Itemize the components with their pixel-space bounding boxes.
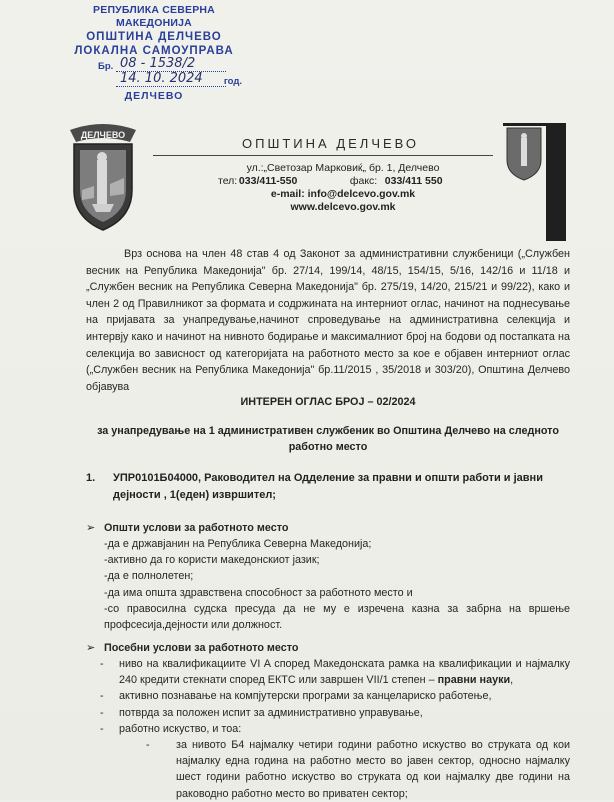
arrow-bullet-icon: ➢	[86, 522, 96, 534]
list-item: - активно познавање на компјутерски програми за канцелариско работење,	[100, 690, 492, 703]
list-item: -со правосилна судска пресуда да не му е изречена казна за забрна на вршење профсесија,дејности или должност.	[104, 602, 570, 632]
list-item: -активно да го користи македонскиот јазик;	[104, 554, 320, 567]
crest-ribbon-text: ДЕЛЧЕВО	[80, 130, 126, 140]
header-email-row: e-mail: info@delcevo.gov.mk	[270, 188, 416, 200]
sub-list-item: - за нивото Б4 најмалку четири години работно искуство во струката од кои најмалку една година на работно место во јавен сектор, односно најмалку шест години работно искуство во струката од кои најмалку две години на раководно работно место во приватен сектор;	[146, 739, 570, 800]
header-address: ул.:„Светозар Марковиќ„ бр. 1, Делчево	[246, 162, 440, 174]
intro-paragraph: Врз основа на член 48 став 4 од Законот за административни службеници („Службен весник на Република Македонија" бр. 27/14, 199/14, 48/15, 154/15, 5/16, 142/16 и 11/18 и „Службен весник на Република Северна Македонија" бр. 275/19, 14/20, 215/21 и 99/22), како и член 2 од Правилникот за формата и содржината на интерниот оглас, начинот на поднесување на пријавата за унапредување,начинот спроведување на административна селекција и интервју како и начинот на нивното бодирање и максималниот број на бодови од постапката на селекција во зависност од категоријата на работното место за кое е објавен интерниот оглас („Службен весник на Република Македонија" бр.11/2015 , 35/2018 и 303/20), Општина Делчево објавува	[86, 248, 570, 393]
position-number: 1.	[86, 472, 96, 484]
small-crest-icon	[503, 124, 545, 182]
list-item: -да има општа здравствена способност за работното место и	[104, 586, 413, 599]
header-title: ОПШТИНА ДЕЛЧЕВО	[242, 136, 420, 151]
list-item: - потврда за положен испит за административно управување,	[100, 706, 423, 719]
header-website: www.delcevo.gov.mk	[290, 201, 396, 213]
header-phones: тел: 033/411-550 факс: 033/411 550	[218, 175, 443, 187]
special-conditions-title: Посебни услови за работното место	[104, 642, 299, 654]
stamp-number-label: Бр.	[98, 61, 114, 72]
header-fax: 033/411 550	[384, 175, 443, 187]
general-conditions-title: Општи услови за работното место	[104, 522, 289, 534]
ad-subtitle: за унапредување на 1 административен службеник во Општина Делчево на следното работно место	[97, 425, 559, 453]
list-item: -да е државјанин на Република Северна Македонија;	[104, 538, 372, 550]
list-item: - работно искуство, и тоа:	[100, 722, 242, 735]
stamp-date-row	[62, 73, 246, 88]
flag-black-stripe	[546, 123, 566, 241]
header-tel: 033/411-550	[238, 175, 298, 187]
ad-title: ИНТЕРЕН ОГЛАС БРОЈ – 02/2024	[240, 396, 416, 408]
list-item: - ниво на квалификациите VI A според Македонската рамка на квалификации и најмалку 240 кредити стекнати според ЕКТС или завршен VII/1 степен – правни науки,	[100, 658, 570, 687]
special-conditions-list	[86, 656, 570, 802]
stamp-date-value: 14. 10. 2024	[120, 71, 203, 86]
stamp-city: ДЕЛЧЕВО	[124, 90, 184, 102]
header-contact	[218, 162, 468, 214]
arrow-bullet-icon: ➢	[86, 642, 96, 654]
stamp-line-municipality: ОПШТИНА ДЕЛЧЕВО	[86, 31, 222, 43]
stamp-number-value: 08 - 1538/2	[120, 56, 196, 71]
position-text: УПР0101Б04000, Раководител на Одделение за правни и општи работи и јавни дејности , 1(еден) извршител;	[113, 472, 543, 501]
header-email: info@delcevo.gov.mk	[307, 188, 416, 200]
header-divider	[153, 155, 493, 156]
stamp-line-self-government: ЛОКАЛНА САМОУПРАВА	[74, 45, 234, 57]
registry-stamp	[62, 4, 246, 102]
stamp-line-republic: РЕПУБЛИКА СЕВЕРНА МАКЕДОНИЈА	[93, 4, 215, 29]
list-item: -да е полнолетен;	[104, 570, 194, 583]
municipality-crest-icon	[64, 120, 142, 232]
stamp-date-suffix: год.	[223, 76, 242, 87]
